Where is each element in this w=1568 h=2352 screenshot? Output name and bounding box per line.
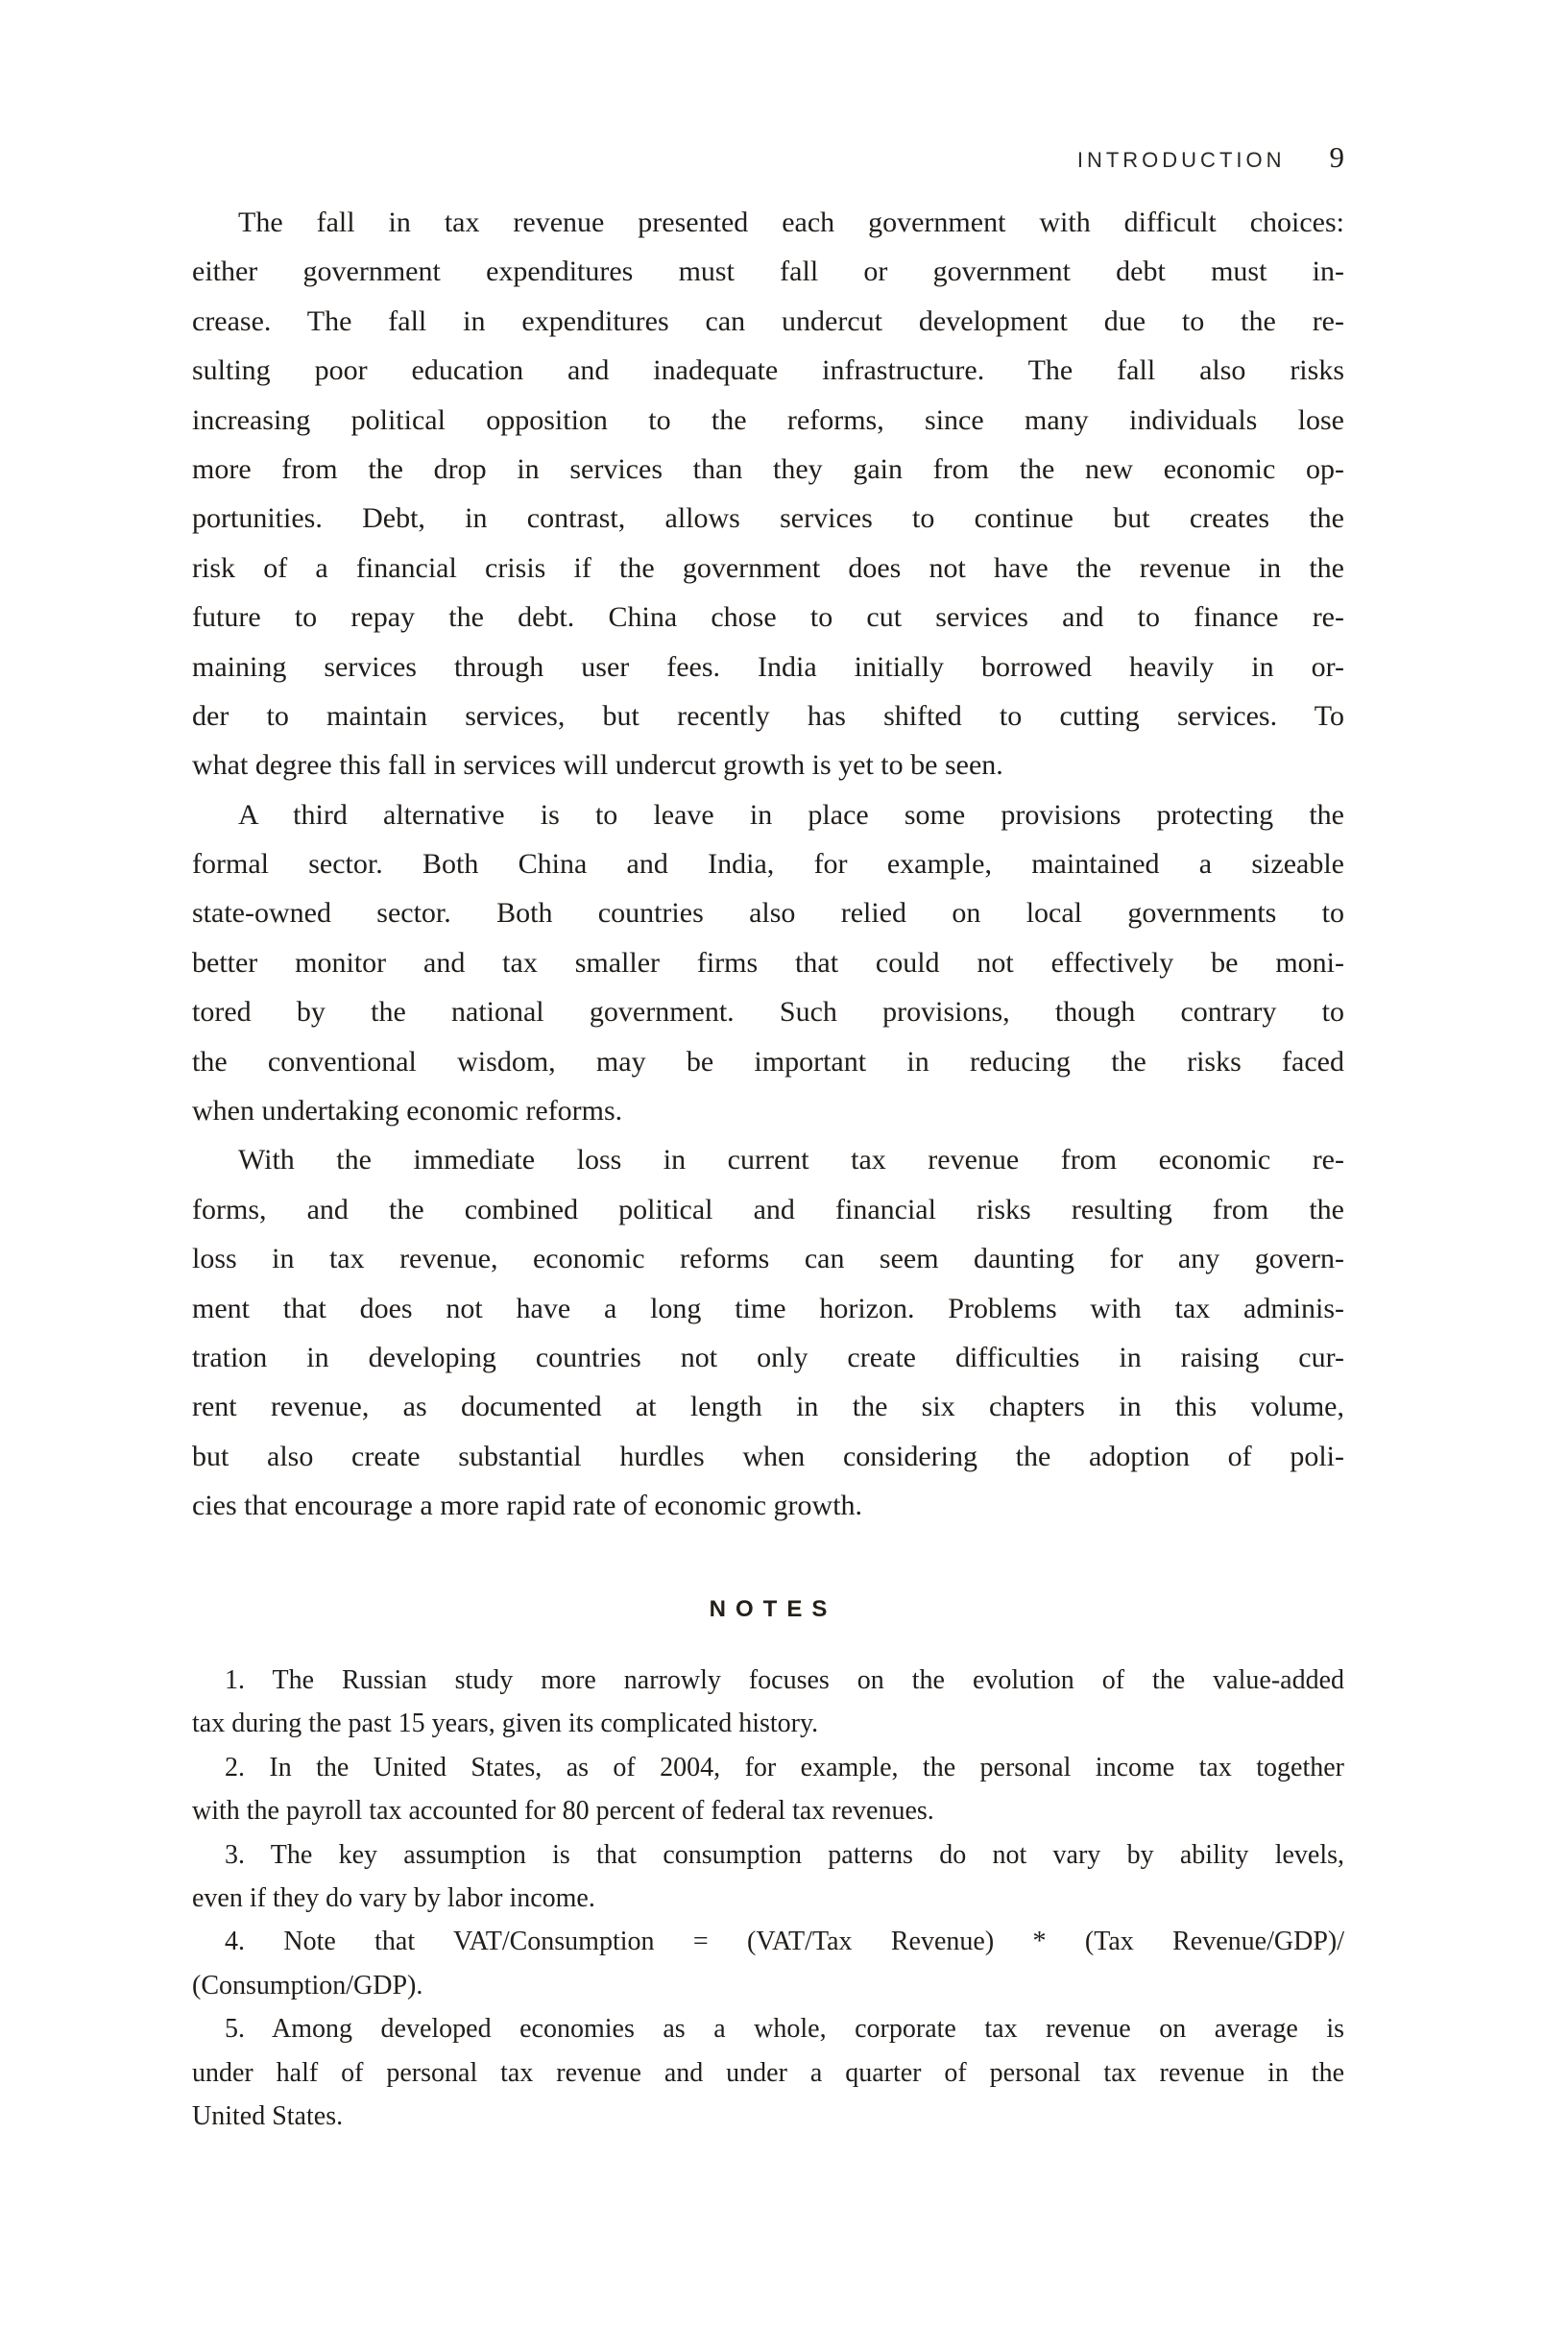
body-paragraph xyxy=(192,198,1344,790)
body-paragraph xyxy=(192,790,1344,1136)
body-paragraph xyxy=(192,1135,1344,1530)
body-line: With the immediate loss in current tax revenue from economic re- xyxy=(238,1144,1344,1176)
body-line: rent revenue, as documented at length in the six chapters in this volume, xyxy=(192,1391,1344,1423)
body-line: better monitor and tax smaller firms that could not effectively be moni- xyxy=(192,946,1344,979)
body-line: tration in developing countries not only create difficulties in raising cur- xyxy=(192,1341,1344,1373)
body-line: loss in tax revenue, economic reforms can seem daunting for any govern- xyxy=(192,1243,1344,1275)
body-line: future to repay the debt. China chose to cut services and to finance re- xyxy=(192,601,1344,634)
body-line: risk of a financial crisis if the government does not have the revenue in the xyxy=(192,551,1344,584)
note-item xyxy=(192,1746,1344,1833)
body-line: the conventional wisdom, may be important in reducing the risks faced xyxy=(192,1045,1344,1078)
body-line: cies that encourage a more rapid rate of economic growth. xyxy=(192,1490,863,1522)
body-line: maining services through user fees. India initially borrowed heavily in or- xyxy=(192,650,1344,683)
body-line: state-owned sector. Both countries also relied on local governments to xyxy=(192,897,1344,930)
body-line: der to maintain services, but recently has shifted to cutting services. To xyxy=(192,699,1344,732)
body-line: portunities. Debt, in contrast, allows services to continue but creates the xyxy=(192,502,1344,535)
note-line: 1. The Russian study more narrowly focuses on the evolution of the value-added xyxy=(225,1665,1344,1695)
note-item xyxy=(192,1833,1344,1921)
note-line: 2. In the United States, as of 2004, for example, the personal income tax together xyxy=(225,1752,1344,1782)
body-line: formal sector. Both China and India, for example, maintained a sizeable xyxy=(192,848,1344,881)
note-line: 4. Note that VAT/Consumption = (VAT/Tax Revenue) * (Tax Revenue/GDP)/ xyxy=(225,1927,1344,1957)
note-item xyxy=(192,1920,1344,2007)
body-line: what degree this fall in services will undercut growth is yet to be seen. xyxy=(192,749,1003,782)
note-line: even if they do vary by labor income. xyxy=(192,1882,595,1913)
body-line: forms, and the combined political and financial risks resulting from the xyxy=(192,1193,1344,1225)
page-number: 9 xyxy=(1329,140,1344,174)
body-line: sulting poor education and inadequate infrastructure. The fall also risks xyxy=(192,354,1344,387)
running-title: INTRODUCTION xyxy=(1076,148,1286,172)
note-line: with the payroll tax accounted for 80 percent of federal tax revenues. xyxy=(192,1796,934,1827)
body-line: increasing political opposition to the reforms, since many individuals lose xyxy=(192,403,1344,436)
body-line: The fall in tax revenue presented each government with difficult choices: xyxy=(238,206,1344,238)
body-line: either government expenditures must fall or government debt must in- xyxy=(192,255,1344,288)
body-line: crease. The fall in expenditures can undercut development due to the re- xyxy=(192,304,1344,337)
note-item xyxy=(192,1659,1344,1746)
note-item xyxy=(192,2007,1344,2138)
note-line: 3. The key assumption is that consumption patterns do not vary by ability levels, xyxy=(225,1839,1344,1870)
body-text xyxy=(192,198,1344,1531)
body-line: more from the drop in services than they gain from the new economic op- xyxy=(192,452,1344,485)
note-line: United States. xyxy=(192,2100,344,2131)
body-line: ment that does not have a long time horizon. Problems with tax adminis- xyxy=(192,1292,1344,1324)
notes-section xyxy=(192,1659,1344,2138)
note-line: (Consumption/GDP). xyxy=(192,1970,423,2000)
body-line: but also create substantial hurdles when considering the adoption of poli- xyxy=(192,1440,1344,1472)
note-line: 5. Among developed economies as a whole, corporate tax revenue on average is xyxy=(225,2014,1344,2045)
body-line: A third alternative is to leave in place some provisions protecting the xyxy=(238,798,1344,831)
note-line: under half of personal tax revenue and under a quarter of personal tax revenue in the xyxy=(192,2057,1344,2088)
note-line: tax during the past 15 years, given its complicated history. xyxy=(192,1709,819,1739)
body-line: when undertaking economic reforms. xyxy=(192,1095,623,1128)
notes-heading: NOTES xyxy=(709,1596,837,1622)
body-line: tored by the national government. Such provisions, though contrary to xyxy=(192,996,1344,1029)
running-header xyxy=(192,140,1344,175)
